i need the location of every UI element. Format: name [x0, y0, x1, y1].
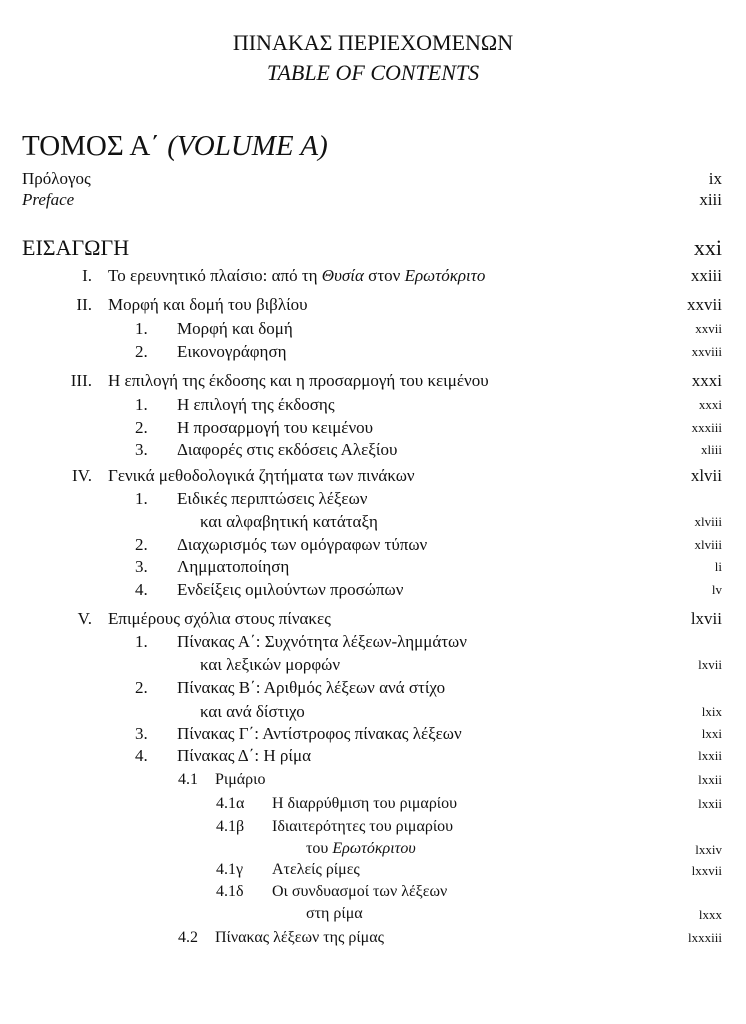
section-title: Επιμέρους σχόλια στους πίνακες [108, 609, 331, 628]
subsubsection-number: 4.1 [178, 771, 198, 788]
subsection-title: Εικονογράφηση [177, 342, 287, 361]
subsection-number: 2. [135, 678, 148, 697]
subsubsection-title: Ιδιαιτερότητες του ριμαρίου [272, 818, 454, 835]
subsection-page: xlviii [694, 514, 722, 529]
subsection-number: 3. [135, 557, 148, 576]
subsection-number: 1. [135, 489, 148, 508]
section-title: Γενικά μεθοδολογικά ζητήματα των πινάκων [108, 466, 415, 485]
subsubsection-title: Πίνακας λέξεων της ρίμας [215, 929, 384, 946]
subsection-number: 2. [135, 342, 148, 361]
section-page: xxxi [691, 371, 722, 390]
subsection-title: Πίνακας Δ΄: Η ρίμα [177, 746, 311, 765]
subsection-page: xxxi [698, 397, 722, 412]
subsection-number: 1. [135, 319, 148, 338]
subsection-title: Ενδείξεις ομιλούντων προσώπων [177, 580, 404, 599]
subsubsection-number: 4.2 [178, 929, 198, 946]
volume-heading [22, 130, 328, 163]
subsection-number: 3. [135, 440, 148, 459]
section-number: V. [77, 609, 92, 628]
section-page: xxi [693, 235, 722, 260]
subsubsection-page: lxxvii [691, 863, 722, 878]
section-title: Το ερευνητικό πλαίσιο: από τη Θυσία στον Ερωτόκριτο [108, 266, 486, 285]
subsubsection-title: Ατελείς ρίμες [272, 861, 360, 878]
section-number: I. [82, 266, 92, 285]
section-page: lxvii [690, 609, 722, 628]
subsubsection-page: lxxii [698, 772, 722, 787]
volume-title-gr: ΤΟΜΟΣ Α΄ [22, 130, 160, 162]
subsection-title-cont: και αλφαβητική κατάταξη [200, 512, 378, 531]
subsection-number: 4. [135, 746, 148, 765]
subsection-title: Πίνακας Γ΄: Αντίστροφος πίνακας λέξεων [177, 724, 462, 743]
subsubsection-title-cont: του Ερωτόκριτου [306, 840, 416, 857]
subsection-title-cont: και ανά δίστιχο [200, 702, 305, 721]
subsection-title-cont: και λεξικών μορφών [200, 655, 341, 674]
subsection-number: 3. [135, 724, 148, 743]
subsection-page: xliii [701, 442, 722, 457]
section-title: Η επιλογή της έκδοσης και η προσαρμογή του κειμένου [108, 371, 489, 390]
subsubsection-number: 4.1α [216, 795, 245, 812]
section-page: xxvii [687, 295, 722, 314]
subsection-number: 2. [135, 535, 148, 554]
subsection-page: xxviii [691, 344, 722, 359]
subsubsection-page: lxxiv [695, 842, 722, 857]
subsection-page: lxix [701, 704, 722, 719]
section-heading: ΕΙΣΑΓΩΓΗ [22, 235, 130, 260]
toc-entry-page: ix [708, 169, 722, 188]
subsubsection-page: lxxxiii [688, 930, 722, 945]
subsection-number: 1. [135, 395, 148, 414]
subsection-title: Ειδικές περιπτώσεις λέξεων [177, 489, 368, 508]
subsection-page: xxvii [695, 321, 722, 336]
section-number: III. [70, 371, 92, 390]
section-page: xxiii [690, 266, 722, 285]
subsubsection-title: Ριμάριο [215, 771, 266, 788]
subsection-page: xlviii [694, 537, 722, 552]
subsection-number: 4. [135, 580, 148, 599]
subsubsection-number: 4.1γ [216, 861, 244, 878]
subsection-title: Λημματοποίηση [177, 557, 290, 576]
subsection-number: 1. [135, 632, 148, 651]
subsection-title: Μορφή και δομή [177, 319, 293, 338]
section-page: xlvii [690, 466, 722, 485]
subsection-title: Διαχωρισμός των ομόγραφων τύπων [177, 535, 428, 554]
subsection-title: Η προσαρμογή του κειμένου [177, 418, 374, 437]
page-title: ΠΙΝΑΚΑΣ ΠΕΡΙΕΧΟΜΕΝΩΝ [232, 30, 514, 55]
subsection-page: xxxiii [691, 420, 722, 435]
subsubsection-page: lxxii [698, 796, 722, 811]
subsection-page: lxxii [698, 748, 722, 763]
subsubsection-title: Η διαρρύθμιση του ριμαρίου [272, 795, 458, 812]
section-number: IV. [72, 466, 92, 485]
section-title: Μορφή και δομή του βιβλίου [108, 295, 308, 314]
subsubsection-title: Οι συνδυασμοί των λέξεων [272, 883, 448, 900]
subsection-title: Πίνακας Α΄: Συχνότητα λέξεων-λημμάτων [177, 632, 467, 651]
subsection-title: Πίνακας Β΄: Αριθμός λέξεων ανά στίχο [177, 678, 446, 697]
subsubsection-title-cont: στη ρίμα [306, 905, 363, 922]
section-number: II. [76, 295, 92, 314]
subsubsection-number: 4.1β [216, 818, 245, 835]
subsubsection-page: lxxx [698, 907, 722, 922]
subsection-title: Διαφορές στις εκδόσεις Αλεξίου [177, 440, 398, 459]
subsection-page: lxxi [701, 726, 722, 741]
subsection-number: 2. [135, 418, 148, 437]
subsection-page: lxvii [698, 657, 722, 672]
subsubsection-number: 4.1δ [216, 883, 244, 900]
volume-title-en: (VOLUME A) [167, 130, 328, 162]
subsection-page: li [714, 559, 722, 574]
toc-entry-title: Preface [22, 190, 75, 209]
toc-entry-title: Πρόλογος [22, 169, 91, 188]
subsection-page: lv [711, 582, 722, 597]
page-subtitle: TABLE OF CONTENTS [266, 60, 480, 85]
subsection-title: Η επιλογή της έκδοσης [177, 395, 335, 414]
toc-entry-page: xiii [699, 190, 722, 209]
